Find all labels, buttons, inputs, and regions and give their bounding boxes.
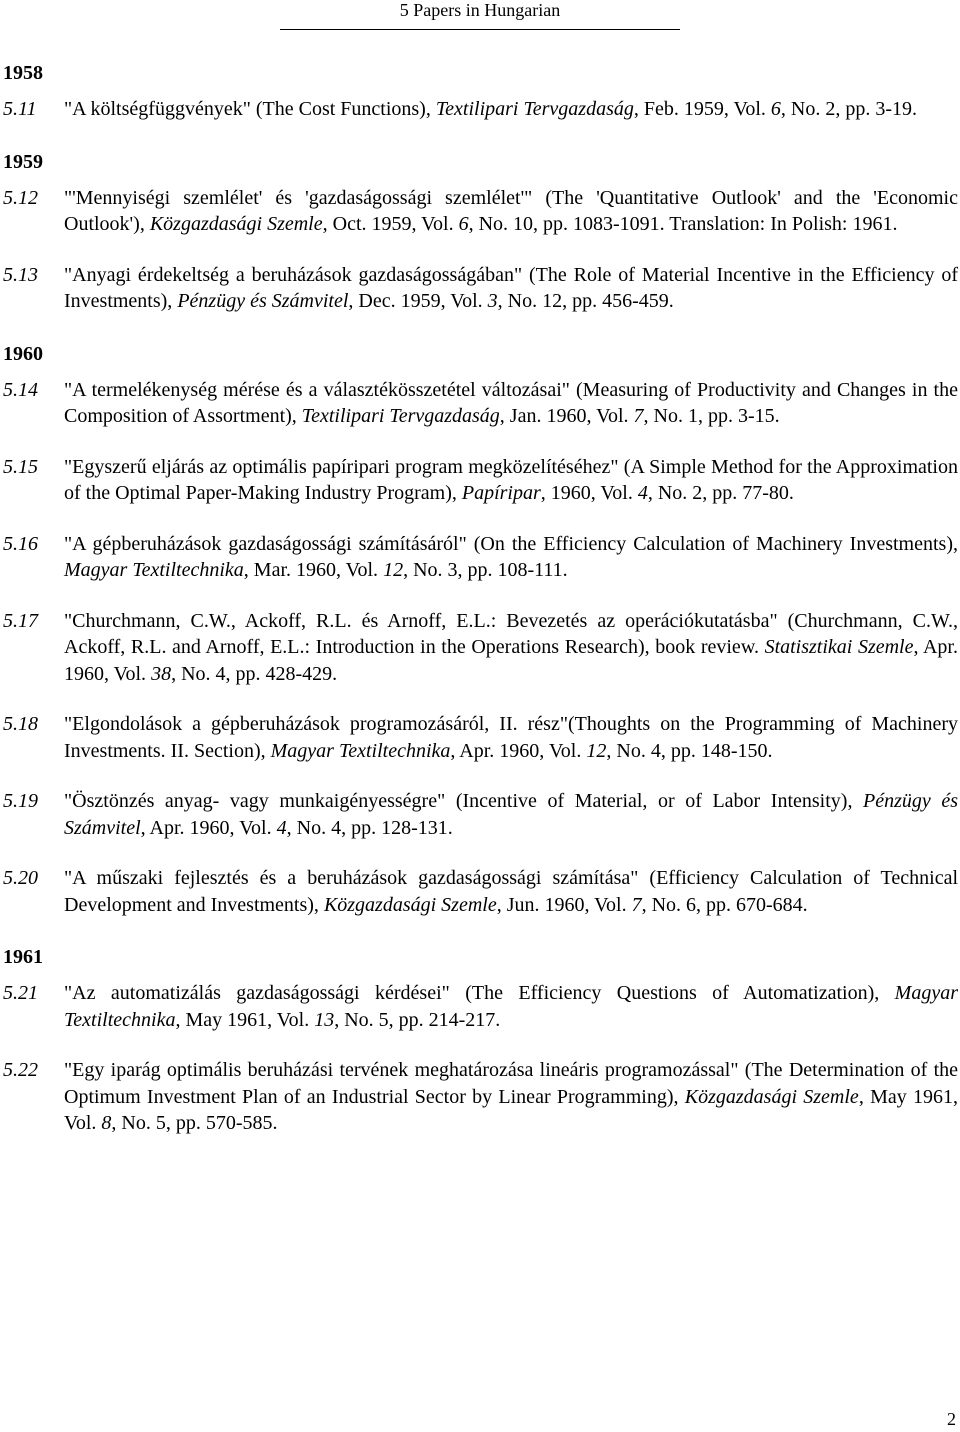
citation-part: "A gépberuházások gazdaságossági számításáról" (On the Efficiency Calculation of Machinery Investments),	[64, 532, 958, 555]
citation-part: "A termelékenység mérése és a választékösszetétel változásai" (Measuring of Productivity and Changes in the Composition of Assortment),	[64, 378, 958, 427]
citation-part: , No. 2, pp. 77-80.	[647, 482, 794, 504]
citation-part: , No. 4, pp. 128-131.	[286, 816, 453, 839]
citation-part: , Dec. 1959, Vol.	[348, 290, 488, 312]
citation-italic-part: Közgazdasági Szemle	[323, 893, 497, 916]
citation-italic-part: Statisztikai Szemle	[764, 636, 914, 658]
citation-italic-part: 12	[586, 739, 607, 762]
entry-citation	[64, 788, 958, 841]
entry-number: 5.11	[3, 98, 37, 120]
citation-italic-part: Papíripar	[461, 482, 541, 504]
citation-part: , No. 10, pp. 1083-1091. Translation: In Polish: 1961.	[468, 213, 898, 235]
citation-italic-part: 6	[458, 213, 469, 235]
bibliography-entry	[0, 96, 958, 123]
entry-citation	[64, 865, 958, 918]
citation-part: "A költségfüggvények" (The Cost Functions),	[64, 98, 436, 120]
citation-part: "Az automatizálás gazdaságossági kérdései" (The Efficiency Questions of Automatization),	[64, 982, 895, 1004]
citation-part: "Anyagi érdekeltség a beruházások gazdaságosságában" (The Role of Material Incentive in the Efficiency of Investments),	[64, 263, 958, 312]
bibliography-entry	[0, 980, 958, 1033]
citation-part: , No. 4, pp. 148-150.	[606, 739, 773, 762]
citation-part: "Egy iparág optimális beruházási tervének meghatározása lineáris programozással" (The Determination of the Optimum Investment Plan of an Industrial Sector by Linear Programming),	[64, 1059, 958, 1108]
entry-number: 5.16	[3, 532, 38, 555]
citation-italic-part: 7	[633, 405, 644, 427]
citation-italic-part: Pénzügy és Számvitel	[177, 290, 349, 312]
citation-part: , No. 12, pp. 456-459.	[497, 290, 674, 312]
citation-part: , Oct. 1959, Vol.	[322, 213, 459, 235]
entry-number: 5.15	[3, 455, 38, 478]
entry-citation	[64, 96, 958, 123]
citation-italic-part: Magyar Textiltechnika	[64, 559, 244, 581]
citation-italic-part: Magyar Textiltechnika	[64, 982, 958, 1031]
bibliography-entry	[0, 185, 958, 238]
bibliography-entry	[0, 865, 958, 918]
running-head: 5 Papers in Hungarian	[399, 0, 561, 20]
citation-italic-part: Textilipari Tervgazdaság	[435, 98, 634, 120]
entry-citation	[64, 377, 958, 430]
citation-italic-part: 4	[637, 482, 648, 504]
entry-citation	[64, 608, 958, 688]
bibliography-entry	[0, 711, 958, 764]
bibliography-entry	[0, 377, 958, 430]
citation-italic-part: 13	[314, 1008, 335, 1031]
citation-part: , Jan. 1960, Vol.	[499, 405, 634, 427]
bibliography-entry	[0, 531, 958, 584]
citation-part: , No. 4, pp. 428-429.	[171, 662, 338, 685]
entry-number: 5.22	[3, 1059, 38, 1081]
header-rule	[280, 29, 680, 30]
citation-italic-part: Közgazdasági Szemle	[684, 1085, 859, 1108]
citation-italic-part: Magyar Textiltechnika	[270, 739, 451, 762]
entry-number: 5.14	[3, 378, 38, 401]
citation-italic-part: 12	[383, 559, 404, 581]
citation-part: "'Mennyiségi szemlélet' és 'gazdaságossági szemlélet'" (The 'Quantitative Outlook' and the 'Economic Outlook'),	[64, 186, 958, 235]
entry-citation	[64, 1057, 958, 1137]
entry-number: 5.13	[3, 263, 38, 286]
citation-part: , No. 1, pp. 3-15.	[643, 405, 780, 427]
page-number: 2	[947, 1409, 956, 1429]
entry-number: 5.12	[3, 186, 38, 209]
citation-italic-part: Közgazdasági Szemle	[149, 213, 323, 235]
citation-italic-part: Pénzügy és Számvitel	[64, 790, 958, 839]
citation-part: , No. 5, pp. 570-585.	[111, 1112, 278, 1134]
entry-citation	[64, 185, 958, 238]
entry-number: 5.21	[3, 982, 38, 1004]
citation-part: , Jun. 1960, Vol.	[496, 893, 632, 916]
citation-part: , Apr. 1960, Vol.	[64, 636, 958, 685]
citation-part: "Elgondolások a gépberuházások programozásáról, II. rész"(Thoughts on the Programming of Machinery Investments. II. Section),	[64, 713, 958, 762]
citation-italic-part: Textilipari Tervgazdaság	[301, 405, 500, 427]
citation-part: , No. 5, pp. 214-217.	[334, 1008, 501, 1031]
citation-part: , No. 6, pp. 670-684.	[641, 893, 808, 916]
citation-part: , 1960, Vol.	[540, 482, 638, 504]
year-heading: 1959	[3, 150, 43, 173]
citation-part: , Mar. 1960, Vol.	[243, 559, 384, 581]
bibliography-entry	[0, 454, 958, 507]
bibliography-entry	[0, 1057, 958, 1137]
citation-part: , Apr. 1960, Vol.	[450, 739, 587, 762]
entry-number: 5.19	[3, 790, 38, 812]
entry-number: 5.20	[3, 867, 38, 889]
entry-citation	[64, 454, 958, 507]
citation-italic-part: 8	[101, 1112, 112, 1134]
citation-part: , May 1961, Vol.	[175, 1008, 315, 1031]
citation-italic-part: 4	[276, 816, 287, 839]
citation-italic-part: 6	[770, 98, 781, 120]
citation-part: "Ösztönzés anyag- vagy munkaigényességre" (Incentive of Material, or of Labor Intensity),	[64, 790, 864, 812]
bibliography-entry	[0, 608, 958, 688]
citation-part: , Feb. 1959, Vol.	[633, 98, 771, 120]
citation-part: , No. 2, pp. 3-19.	[780, 98, 918, 120]
citation-part: "A műszaki fejlesztés és a beruházások gazdaságossági számítása" (Efficiency Calculation of Technical Development and Investments),	[64, 867, 958, 916]
citation-part: , Apr. 1960, Vol.	[140, 816, 277, 839]
citation-italic-part: 3	[487, 290, 498, 312]
citation-italic-part: 38	[151, 662, 172, 685]
citation-italic-part: 7	[631, 893, 642, 916]
entry-citation	[64, 980, 958, 1033]
bibliography-entry	[0, 262, 958, 315]
citation-part: "Egyszerű eljárás az optimális papíripari program megközelítéséhez" (A Simple Method for the Approximation of the Optimal Paper-Making Industry Program),	[64, 455, 958, 504]
entry-citation	[64, 262, 958, 315]
citation-part: , No. 3, pp. 108-111.	[403, 559, 568, 581]
entry-citation	[64, 531, 958, 584]
bibliography-list	[0, 60, 958, 1161]
entry-citation	[64, 711, 958, 764]
year-heading: 1958	[3, 62, 43, 84]
year-heading: 1961	[3, 946, 43, 968]
year-heading: 1960	[3, 342, 43, 365]
entry-number: 5.18	[3, 713, 38, 735]
entry-number: 5.17	[3, 609, 38, 632]
bibliography-entry	[0, 788, 958, 841]
citation-part: , May 1961, Vol.	[64, 1085, 958, 1134]
citation-part: "Churchmann, C.W., Ackoff, R.L. és Arnoff, E.L.: Bevezetés az operációkutatásba" (Churchmann, C.W., Ackoff, R.L. and Arnoff, E.L.: Introduction in the Operations Research), book review.	[64, 609, 958, 658]
